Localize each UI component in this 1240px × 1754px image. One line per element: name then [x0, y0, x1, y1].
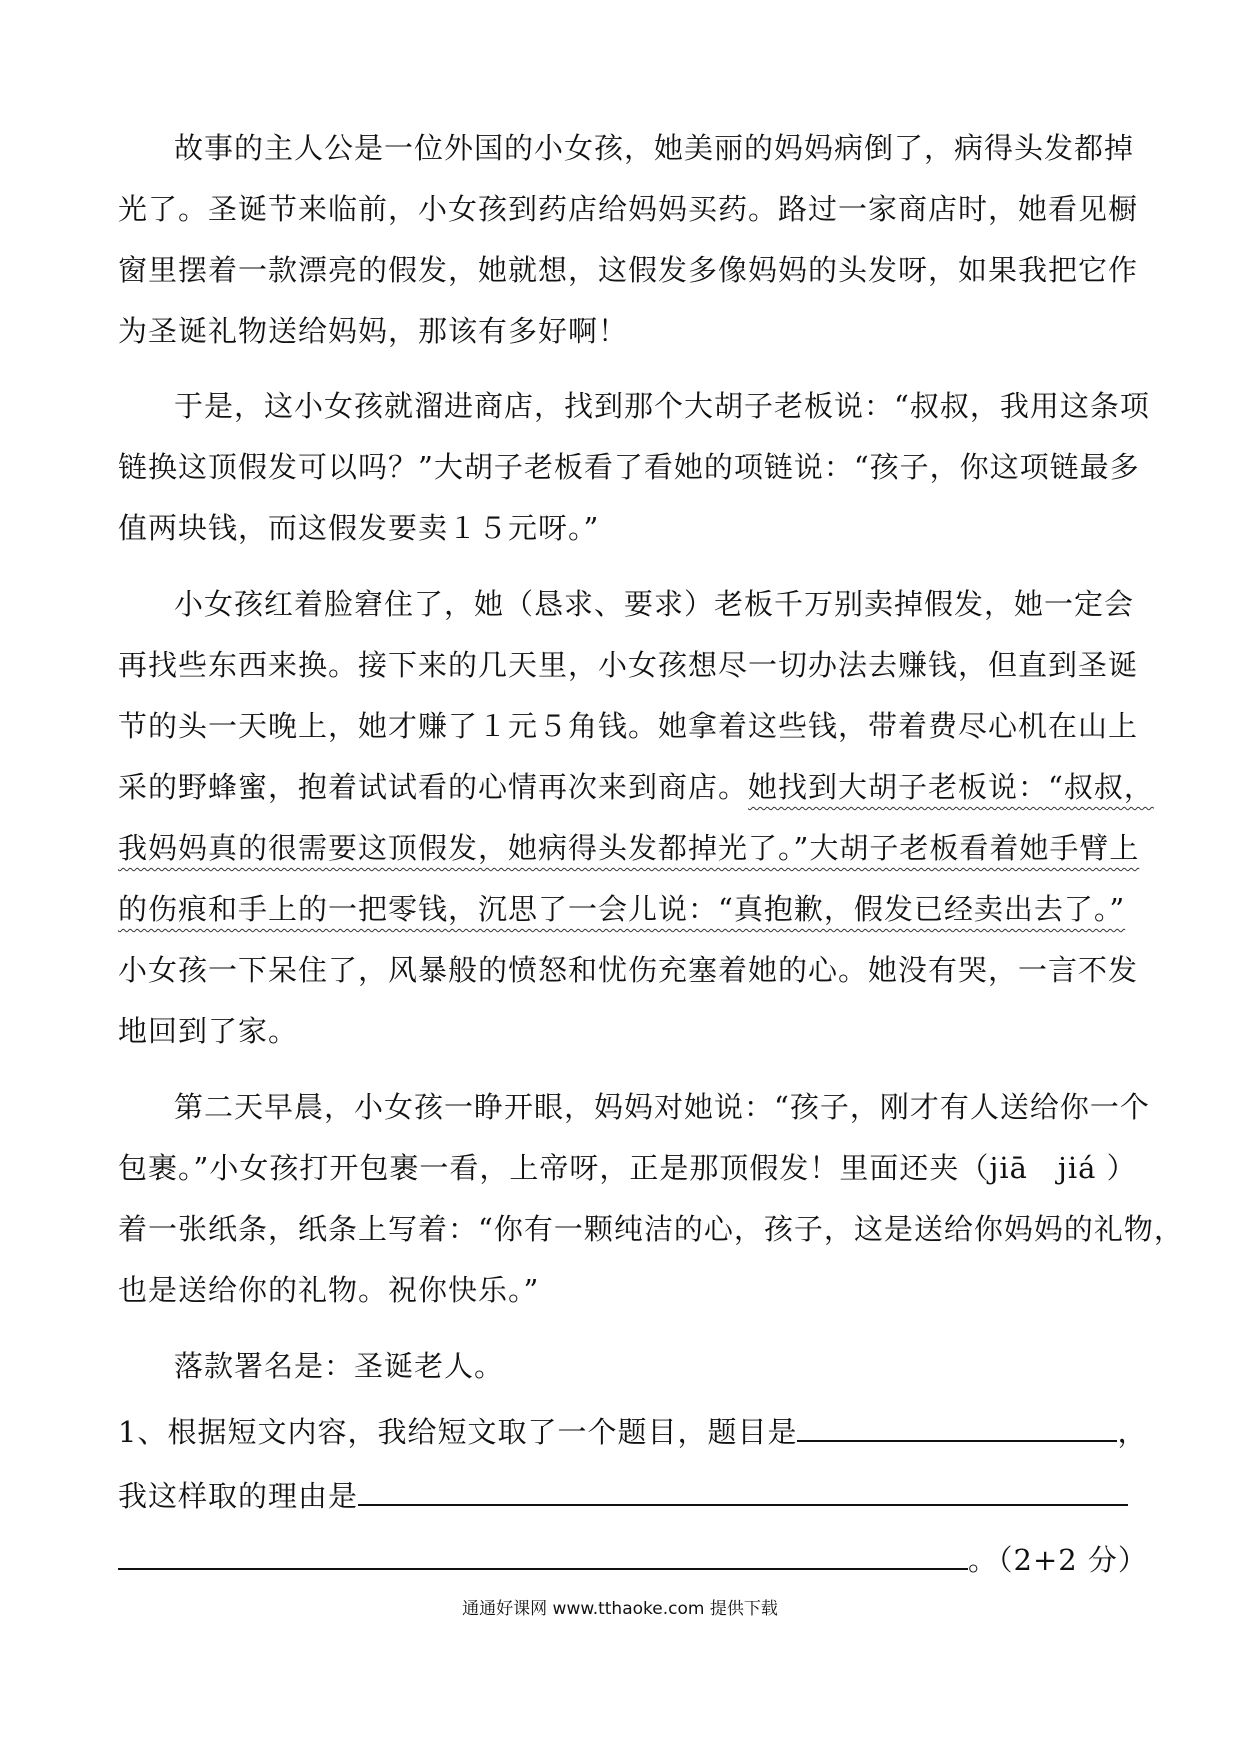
story-p1-line4: 为圣诞礼物送给妈妈，那该有多好啊！	[118, 314, 629, 348]
story-p3-line8: 地回到了家。	[118, 1014, 299, 1048]
story-p1-line1: 故事的主人公是一位外国的小女孩，她美丽的妈妈病倒了，病得头发都掉	[174, 131, 1135, 165]
question1-comma: ，	[1117, 1415, 1148, 1449]
story-p3-line4	[118, 767, 1154, 807]
story-p2-line3: 值两块钱，而这假发要卖１５元呀。”	[118, 511, 600, 545]
question1-reason-line2	[118, 1538, 1148, 1578]
story-p3-line6	[118, 889, 1128, 929]
story-p3-line3: 节的头一天晚上，她才赚了１元５角钱。她拿着这些钱，带着费尽心机在山上	[118, 709, 1139, 743]
question1-title-line	[118, 1410, 1148, 1450]
story-p3-line5	[118, 828, 1140, 868]
story-p3-line7: 小女孩一下呆住了，风暴般的愤怒和忧伤充塞着她的心。她没有哭，一言不发	[118, 953, 1139, 987]
reason-answer-blank-2[interactable]	[118, 1538, 968, 1570]
question1-prompt: 1、根据短文内容，我给短文取了一个题目，题目是	[118, 1415, 798, 1449]
story-p2-line1: 于是，这小女孩就溜进商店，找到那个大胡子老板说：“叔叔，我用这条项	[174, 389, 1150, 423]
story-p3-line2: 再找些东西来换。接下来的几天里，小女孩想尽一切办法去赚钱，但直到圣诞	[118, 648, 1139, 682]
story-p1-line2: 光了。圣诞节来临前，小女孩到药店给妈妈买药。路过一家商店时，她看见橱	[118, 192, 1139, 226]
wavy-underlined-passage: 我妈妈真的很需要这顶假发，她病得头发都掉光了。”大胡子老板看着她手臂上	[118, 831, 1140, 865]
story-p3-line1: 小女孩红着脸窘住了，她（恳求、要求）老板千万别卖掉假发，她一定会	[174, 587, 1135, 621]
question1-reason-prompt: 我这样取的理由是	[118, 1479, 359, 1513]
story-p4-line4: 也是送给你的礼物。祝你快乐。”	[118, 1273, 540, 1307]
story-p4-line3: 着一张纸条，纸条上写着：“你有一颗纯洁的心，孩子，这是送给你妈妈的礼物，	[118, 1212, 1184, 1246]
story-p4-line2: 包裹。”小女孩打开包裹一看，上帝呀，正是那顶假发！里面还夹（jiā jiá ）	[118, 1151, 1137, 1185]
story-p3-line4-plain: 采的野蜂蜜，抱着试试看的心情再次来到商店。	[118, 770, 749, 804]
page-footer: 通通好课网 www.tthaoke.com 提供下载	[462, 1599, 778, 1619]
story-p4-line1: 第二天早晨，小女孩一睁开眼，妈妈对她说：“孩子，刚才有人送给你一个	[174, 1090, 1150, 1124]
story-p1-line3: 窗里摆着一款漂亮的假发，她就想，这假发多像妈妈的头发呀，如果我把它作	[118, 253, 1139, 287]
question1-reason-line	[118, 1474, 1128, 1514]
story-p5-signature: 落款署名是：圣诞老人。	[174, 1349, 505, 1383]
reason-answer-blank-1[interactable]	[358, 1474, 1128, 1506]
title-answer-blank[interactable]	[797, 1410, 1117, 1442]
wavy-underlined-passage: 她找到大胡子老板说：“叔叔，	[748, 770, 1154, 804]
question1-score: 。（2+2 分）	[968, 1543, 1148, 1577]
wavy-underlined-passage: 的伤痕和手上的一把零钱，沉思了一会儿说：“真抱歉，假发已经卖出去了。”	[118, 892, 1126, 926]
story-p2-line2: 链换这顶假发可以吗？”大胡子老板看了看她的项链说：“孩子，你这项链最多	[118, 450, 1140, 484]
